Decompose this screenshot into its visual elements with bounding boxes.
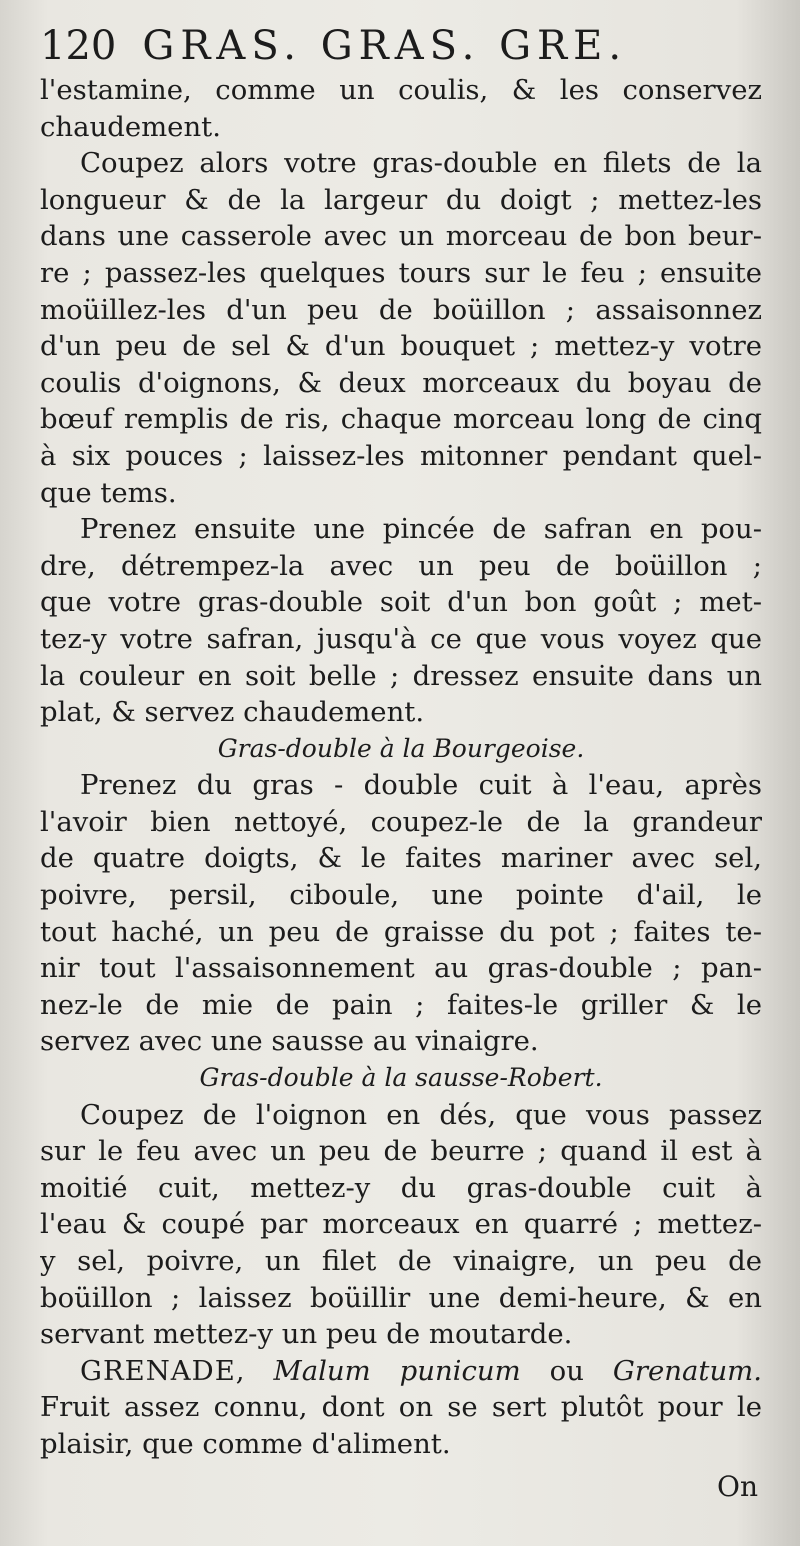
page-header [40, 22, 762, 72]
separator: , [235, 1354, 274, 1387]
text-line: d'un peu de sel & d'un bouquet ; mettez-y votre [40, 330, 762, 363]
text-line: servant mettez-y un peu de moutarde. [40, 1318, 573, 1351]
text-line: Prenez ensuite une pincée de safran en pou- [80, 513, 762, 546]
text-line: l'avoir bien nettoyé, coupez-le de la grandeur [40, 805, 762, 838]
text-line: poivre, persil, ciboule, une pointe d'ail, le [40, 879, 762, 912]
text-line: Prenez du gras - double cuit à l'eau, après [80, 769, 762, 802]
text-line: boüillon ; laissez boüillir une demi-heure, & en [40, 1281, 762, 1314]
text-line: coulis d'oignons, & deux morceaux du boyau de [40, 366, 762, 399]
paragraph [40, 511, 762, 731]
text-line: Coupez alors votre gras-double en filets de la [80, 147, 762, 180]
text-line: Coupez de l'oignon en dés, que vous passez [80, 1098, 762, 1131]
text-line: dre, détrempez-la avec un peu de boüillon ; [40, 549, 762, 582]
conjunction: ou [520, 1354, 613, 1387]
text-line: moitié cuit, mettez-y du gras-double cuit à [40, 1171, 762, 1204]
text-line: à six pouces ; laissez-les mitonner pendant quel- [40, 439, 762, 472]
text-line: sur le feu avec un peu de beurre ; quand il est à [40, 1135, 762, 1168]
subheading: Gras-double à la sausse-Robert. [199, 1063, 603, 1093]
text-line: tez-y votre safran, jusqu'à ce que vous voyez que [40, 622, 762, 655]
text-line: Fruit assez connu, dont on se sert plutôt pour le [40, 1391, 762, 1424]
paragraph [40, 767, 762, 1060]
text-line: dans une casserole avec un morceau de bon beur- [40, 220, 762, 253]
text-line: nir tout l'assaisonnement au gras-double ; pan- [40, 952, 762, 985]
text-line: que tems. [40, 476, 177, 509]
text-line: moüillez-les d'un peu de boüillon ; assaisonnez [40, 293, 762, 326]
latin-name: Malum punicum [273, 1354, 521, 1387]
text-line: servez avec une sausse au vinaigre. [40, 1025, 539, 1058]
text-line: nez-le de mie de pain ; faites-le griller & le [40, 988, 762, 1021]
text-line: y sel, poivre, un filet de vinaigre, un peu de [40, 1245, 762, 1277]
headword: GRENADE [80, 1354, 236, 1387]
text-line: re ; passez-les quelques tours sur le feu ; ensuite [40, 256, 762, 289]
text-line: que votre gras-double soit d'un bon goût ; met- [40, 586, 762, 619]
text-line: l'eau & coupé par morceaux en quarré ; mettez- [40, 1208, 762, 1241]
text-line: tout haché, un peu de graisse du pot ; faites te- [40, 915, 762, 948]
entry-head-line [40, 1353, 762, 1390]
text-line: plat, & servez chaudement. [40, 696, 425, 729]
text-line: longueur & de la largeur du doigt ; mettez-les [40, 183, 762, 216]
page-number: 120 [40, 23, 117, 69]
paragraph [40, 1097, 762, 1353]
paragraph [40, 145, 762, 511]
subheading: Gras-double à la Bourgeoise. [217, 733, 585, 763]
text-line: chaudement. [40, 110, 221, 143]
text-line: bœuf remplis de ris, chaque morceau long de cinq [40, 403, 762, 436]
text-line: la couleur en soit belle ; dressez ensuite dans un [40, 659, 762, 692]
text-line: l'estamine, comme un coulis, & les conservez [40, 74, 762, 106]
running-head: GRAS. GRAS. GRE. [142, 23, 628, 69]
dictionary-entry [40, 1353, 762, 1463]
catchword: On [717, 1469, 758, 1503]
text-line: plaisir, que comme d'aliment. [40, 1427, 451, 1460]
latin-name-alt: Grenatum. [612, 1354, 762, 1387]
paragraph [40, 72, 762, 145]
text-line: de quatre doigts, & le faites mariner avec sel, [40, 842, 762, 875]
